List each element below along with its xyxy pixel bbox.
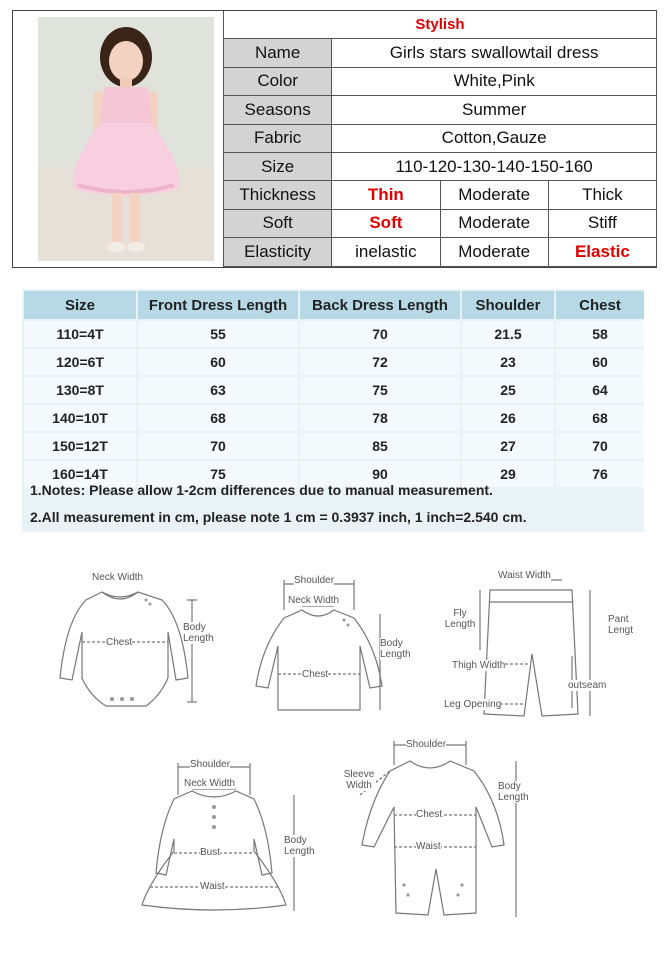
table-cell: 58 <box>556 321 644 347</box>
size-table <box>22 289 646 489</box>
table-row <box>24 405 644 431</box>
table-cell: 29 <box>462 461 554 487</box>
table-row <box>24 321 644 347</box>
table-cell: 75 <box>138 461 298 487</box>
table-row <box>24 349 644 375</box>
column-header: Chest <box>556 291 644 319</box>
table-cell: 27 <box>462 433 554 459</box>
spec-label: Color <box>224 67 332 95</box>
scale-row <box>224 209 657 237</box>
table-cell: 75 <box>300 377 460 403</box>
product-spec-panel <box>12 10 657 268</box>
thigh-width-label: Thigh Width <box>452 660 506 671</box>
scale-option: Elastic <box>548 238 656 266</box>
scale-option: inelastic <box>332 238 440 266</box>
shoulder-label: Shoulder <box>294 575 335 586</box>
pants-diagram <box>440 568 640 718</box>
bust-label: Bust <box>200 847 221 858</box>
spec-value: Summer <box>332 96 657 124</box>
table-row <box>24 377 644 403</box>
sleeve-width-label: Sleeve Width <box>343 769 375 791</box>
spec-label: Seasons <box>224 96 332 124</box>
spec-label: Name <box>224 39 332 67</box>
product-photo <box>38 17 214 261</box>
chest-label: Chest <box>302 669 329 680</box>
unit-note: 2.All measurement in cm, please note 1 cm = 0.3937 inch, 1 inch=2.540 cm. <box>30 509 527 525</box>
spec-row <box>224 67 657 95</box>
scale-row <box>224 238 657 266</box>
table-cell: 130=8T <box>24 377 136 403</box>
table-cell: 78 <box>300 405 460 431</box>
spec-title: Stylish <box>224 11 657 39</box>
table-cell: 85 <box>300 433 460 459</box>
scale-label: Soft <box>224 209 332 237</box>
table-row <box>24 433 644 459</box>
neck-width-label: Neck Width <box>184 778 236 789</box>
body-length-label: Body Length <box>380 638 418 660</box>
table-cell: 64 <box>556 377 644 403</box>
scale-row <box>224 181 657 209</box>
table-cell: 150=12T <box>24 433 136 459</box>
table-cell: 60 <box>556 349 644 375</box>
scale-option: Thick <box>548 181 656 209</box>
scale-label: Elasticity <box>224 238 332 266</box>
table-cell: 160=14T <box>24 461 136 487</box>
column-header: Size <box>24 291 136 319</box>
spec-row <box>224 96 657 124</box>
table-cell: 76 <box>556 461 644 487</box>
table-cell: 90 <box>300 461 460 487</box>
pant-length-label: Pant Lengt <box>608 614 638 636</box>
neck-width-label: Neck Width <box>92 572 144 583</box>
column-header: Back Dress Length <box>300 291 460 319</box>
spec-value: White,Pink <box>332 67 657 95</box>
table-cell: 21.5 <box>462 321 554 347</box>
dress-diagram <box>130 755 330 915</box>
scale-label: Thickness <box>224 181 332 209</box>
outseam-label: outseam <box>568 680 607 691</box>
table-cell: 72 <box>300 349 460 375</box>
table-cell: 110=4T <box>24 321 136 347</box>
body-length-label: Body Length <box>284 835 322 857</box>
scale-option: Thin <box>332 181 440 209</box>
bodysuit-diagram <box>42 570 222 720</box>
shoulder-label: Shoulder <box>406 739 447 750</box>
table-cell: 70 <box>138 433 298 459</box>
table-cell: 26 <box>462 405 554 431</box>
waist-width-label: Waist Width <box>498 570 551 581</box>
table-cell: 25 <box>462 377 554 403</box>
romper-outline-icon <box>338 735 548 920</box>
spec-row <box>224 39 657 67</box>
spec-value: Girls stars swallowtail dress <box>332 39 657 67</box>
table-cell: 63 <box>138 377 298 403</box>
spec-table <box>223 11 657 267</box>
spec-row <box>224 152 657 180</box>
waist-label: Waist <box>416 841 441 852</box>
table-cell: 120=6T <box>24 349 136 375</box>
scale-option: Stiff <box>548 209 656 237</box>
body-length-label: Body Length <box>183 622 219 644</box>
table-cell: 70 <box>556 433 644 459</box>
table-cell: 60 <box>138 349 298 375</box>
table-cell: 23 <box>462 349 554 375</box>
size-table-header <box>24 291 644 319</box>
spec-row <box>224 124 657 152</box>
scale-option: Moderate <box>440 238 548 266</box>
chest-label: Chest <box>106 637 133 648</box>
spec-label: Size <box>224 152 332 180</box>
column-header: Front Dress Length <box>138 291 298 319</box>
spec-value: 110-120-130-140-150-160 <box>332 152 657 180</box>
neck-width-label: Neck Width <box>288 595 340 606</box>
pants-outline-icon <box>440 568 640 718</box>
size-chart <box>22 289 644 532</box>
table-cell: 70 <box>300 321 460 347</box>
table-cell: 55 <box>138 321 298 347</box>
table-cell: 68 <box>556 405 644 431</box>
chest-label: Chest <box>416 809 443 820</box>
measurement-note: 1.Notes: Please allow 1-2cm differences due to manual measurement. <box>30 482 493 498</box>
scale-option: Soft <box>332 209 440 237</box>
body-length-label: Body Length <box>498 781 536 803</box>
waist-label: Waist <box>200 881 225 892</box>
column-header: Shoulder <box>462 291 554 319</box>
spec-label: Fabric <box>224 124 332 152</box>
spec-value: Cotton,Gauze <box>332 124 657 152</box>
fly-length-label: Fly Length <box>444 608 476 630</box>
romper-diagram <box>338 735 548 920</box>
table-cell: 140=10T <box>24 405 136 431</box>
shoulder-label: Shoulder <box>190 759 231 770</box>
scale-option: Moderate <box>440 181 548 209</box>
top-diagram <box>236 570 421 720</box>
scale-option: Moderate <box>440 209 548 237</box>
leg-opening-label: Leg Opening <box>444 699 502 710</box>
table-cell: 68 <box>138 405 298 431</box>
